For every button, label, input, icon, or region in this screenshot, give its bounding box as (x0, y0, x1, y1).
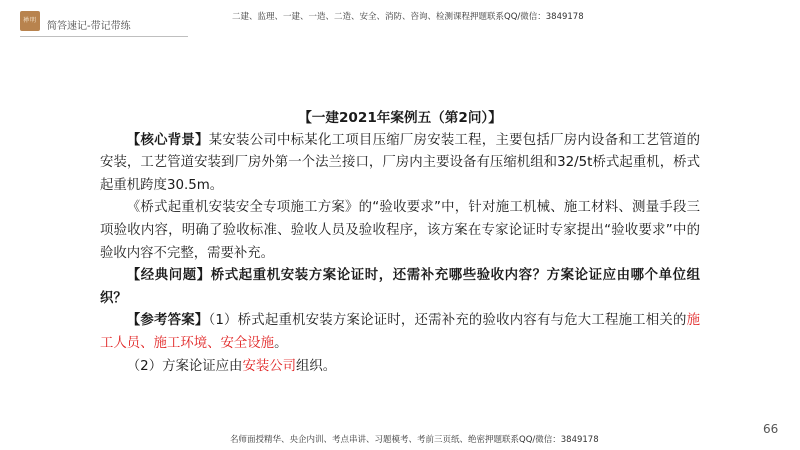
question-paragraph (100, 265, 700, 310)
scheme-paragraph (100, 197, 700, 265)
answer-highlight-2: 安装公司 (242, 358, 297, 374)
top-banner: 二建、监理、一建、一造、二造、安全、消防、咨询、检测课程押题联系QQ/微信：3849178 (232, 12, 584, 22)
answer-paragraph-2 (100, 356, 700, 379)
answer-text-1: （1）桥式起重机安装方案论证时，还需补充的验收内容有与危大工程施工相关的 (208, 313, 687, 329)
answer-text-2a: （2）方案论证应由 (126, 358, 243, 374)
scheme-text: 《桥式起重机安装安全专项施工方案》的“验收要求”中，针对施工机械、施工材料、测量手段三项验收内容，明确了验收标准、验收人员及验收程序，该方案在专家论证时专家提出“验收要求”中的验收内容不完整，需要补充。 (100, 200, 700, 261)
brand-logo: 禅明 (20, 11, 40, 31)
answer-highlight-1: 施工人员、施工环境、安全设施 (100, 313, 700, 351)
slide-content (100, 107, 700, 378)
slide-title: 【一建2021年案例五（第2问）】 (298, 110, 502, 126)
background-text: 某安装公司中标某化工项目压缩厂房安装工程，主要包括厂房内设备和工艺管道的安装，工艺管道安装到厂房外第一个法兰接口，厂房内主要设备有压缩机组和32/5t桥式起重机，桥式起重机跨度30.5m。 (100, 132, 701, 193)
background-paragraph (100, 130, 700, 198)
answer-text-2b: 组织。 (296, 358, 337, 374)
answer-label: 【参考答案】 (126, 313, 209, 329)
page-number: 66 (763, 422, 779, 436)
question-label: 【经典问题】 (126, 268, 211, 284)
background-label: 【核心背景】 (126, 132, 209, 148)
footer-banner: 名师面授精华、央企内训、考点串讲、习题模考、考前三页纸、绝密押题联系QQ/微信：3849178 (230, 435, 599, 445)
answer-paragraph-1 (100, 310, 700, 355)
answer-end-1: 。 (274, 335, 288, 351)
question-text: 桥式起重机安装方案论证时，还需补充哪些验收内容？方案论证应由哪个单位组织？ (100, 268, 701, 306)
header-divider (20, 36, 188, 37)
brand-title: 简答速记-带记带练 (47, 21, 131, 32)
